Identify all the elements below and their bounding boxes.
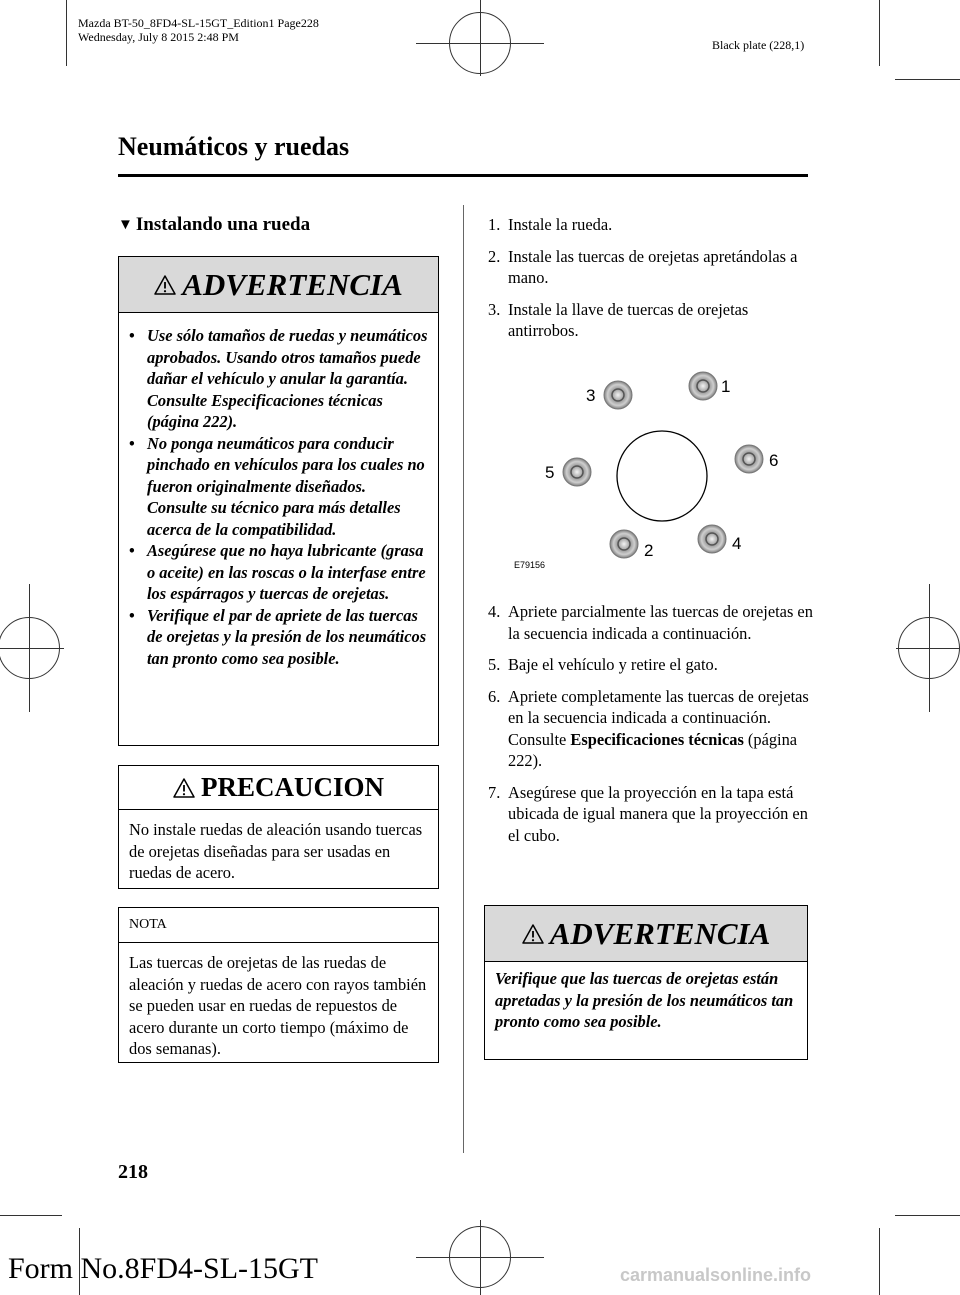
warning-box-title: ADVERTENCIA: [182, 266, 403, 302]
form-number: Form No.8FD4-SL-15GT: [8, 1252, 319, 1285]
step-number: 5.: [488, 655, 501, 674]
crop-mark-bottom-right-v: [879, 1228, 880, 1295]
step-item: [484, 782, 814, 847]
step-item: [484, 654, 814, 676]
step-text: Instale las tuercas de orejetas apretándolas a mano.: [508, 246, 798, 287]
lug-nut-4: [698, 525, 726, 553]
caution-box-header: [119, 766, 438, 810]
step-item: [484, 246, 814, 289]
steps-list-bottom: [484, 601, 814, 846]
caution-box: [118, 765, 439, 889]
crop-mark-bottom-right-h: [895, 1215, 960, 1216]
note-box-title: NOTA: [119, 908, 438, 943]
spec-reference-link[interactable]: Especificaciones técnicas: [570, 729, 744, 749]
warning-item: • Asegúrese que no haya lubricante (grasa o aceite) en las roscas o la interfase entre los espárragos y tuercas de orejetas.: [147, 540, 428, 605]
page-number: 218: [118, 1161, 148, 1183]
step-number: 1.: [488, 215, 501, 234]
watermark: carmanualsonline.info: [620, 1265, 812, 1285]
step-number: 4.: [488, 602, 501, 621]
lug-nut-2: [610, 530, 638, 558]
figure-code: E79156: [514, 560, 546, 570]
step-number: 7.: [488, 782, 501, 802]
step-text: Instale la llave de tuercas de orejetas antirrobos.: [508, 299, 749, 340]
section-rule: [118, 174, 808, 177]
crop-mark-top-right-h: [895, 79, 960, 80]
lug-nut-3: [604, 381, 632, 409]
warning-box-header: [119, 257, 438, 313]
lug-nut-5: [563, 458, 591, 486]
step-text: Baje el vehículo y retire el gato.: [508, 655, 718, 674]
step-item: [484, 686, 814, 772]
warning-triangle-icon: [173, 778, 195, 798]
section-title: Neumáticos y ruedas: [118, 132, 350, 161]
warning-triangle-icon: [522, 924, 544, 944]
warning-box-2-title: ADVERTENCIA: [549, 915, 771, 951]
column-divider: [463, 205, 464, 1153]
plate-label: Black plate (228,1): [712, 38, 805, 52]
step-text: Instale la rueda.: [508, 215, 613, 234]
crop-mark-top-left-v: [66, 0, 67, 66]
lug-nut-6: [735, 445, 763, 473]
step-number: 6.: [488, 686, 501, 706]
warning-triangle-icon: [154, 275, 176, 295]
warning-list: [119, 313, 438, 669]
subsection-title: Instalando una rueda: [135, 214, 311, 235]
nut-label-6: 6: [769, 451, 779, 470]
caution-text: No instale ruedas de aleación usando tuercas de orejetas diseñadas para ser usadas en ruedas de acero.: [129, 820, 423, 882]
nut-label-4: 4: [732, 534, 742, 553]
step-text: Apriete completamente las tuercas de orejetas en la secuencia indicada a continuación. Consulte: [508, 686, 809, 749]
lug-nut-sequence-figure: [484, 360, 804, 582]
step-number: 3.: [488, 299, 501, 319]
warning-box-2-text: Verifique que las tuercas de orejetas están apretadas y la presión de los neumáticos tan pronto como sea posible.: [495, 969, 794, 1031]
warning-item: • Use sólo tamaños de ruedas y neumáticos aprobados. Usando otros tamaños puede dañar el vehículo y anular la garantía. Consulte Especificaciones técnicas (página 222).: [147, 325, 428, 433]
print-metadata-line-1: Mazda BT-50_8FD4-SL-15GT_Edition1 Page228: [78, 16, 319, 30]
step-item: [484, 299, 814, 342]
step-item: [484, 214, 814, 236]
warning-item: • No ponga neumáticos para conducir pinchado en vehículos para los cuales no fueron originalmente diseñados. Consulte su técnico para más detalles acerca de la compatibilidad.: [147, 433, 428, 541]
steps-list-top: [484, 214, 814, 342]
nut-label-1: 1: [721, 377, 731, 396]
nut-label-5: 5: [545, 463, 555, 482]
warning-box-2: [484, 905, 808, 1060]
print-metadata-line-2: Wednesday, July 8 2015 2:48 PM: [78, 30, 239, 44]
step-text: Apriete parcialmente las tuercas de orejetas en la secuencia indicada a continuación.: [508, 602, 813, 643]
hub-circle: [617, 431, 707, 521]
note-box: [118, 907, 439, 1063]
nut-label-2: 2: [644, 541, 654, 560]
warning-item: • Verifique el par de apriete de las tuercas de orejetas y la presión de los neumáticos tan pronto como sea posible.: [147, 605, 428, 670]
warning-box: [118, 256, 439, 746]
note-text: Las tuercas de orejetas de las ruedas de aleación y ruedas de acero con rayos también se pueden usar en ruedas de repuestos de acero durante un corto tiempo (máximo de dos semanas).: [129, 953, 427, 1058]
subsection-heading: [118, 214, 310, 236]
caution-box-title: PRECAUCION: [200, 772, 384, 802]
nut-label-3: 3: [586, 386, 596, 405]
step-text-suffix: (página 222).: [508, 729, 798, 770]
step-number: 2.: [488, 246, 501, 266]
triangle-down-icon: ▼: [118, 217, 133, 233]
step-item: [484, 601, 814, 644]
crop-mark-bottom-left-h: [0, 1215, 62, 1216]
lug-nut-1: [689, 372, 717, 400]
step-text: Asegúrese que la proyección en la tapa está ubicada de igual manera que la proyección en el cubo.: [508, 782, 808, 845]
crop-mark-top-right-v: [879, 0, 880, 66]
print-metadata: [78, 16, 319, 44]
warning-box-2-header: [485, 906, 807, 962]
